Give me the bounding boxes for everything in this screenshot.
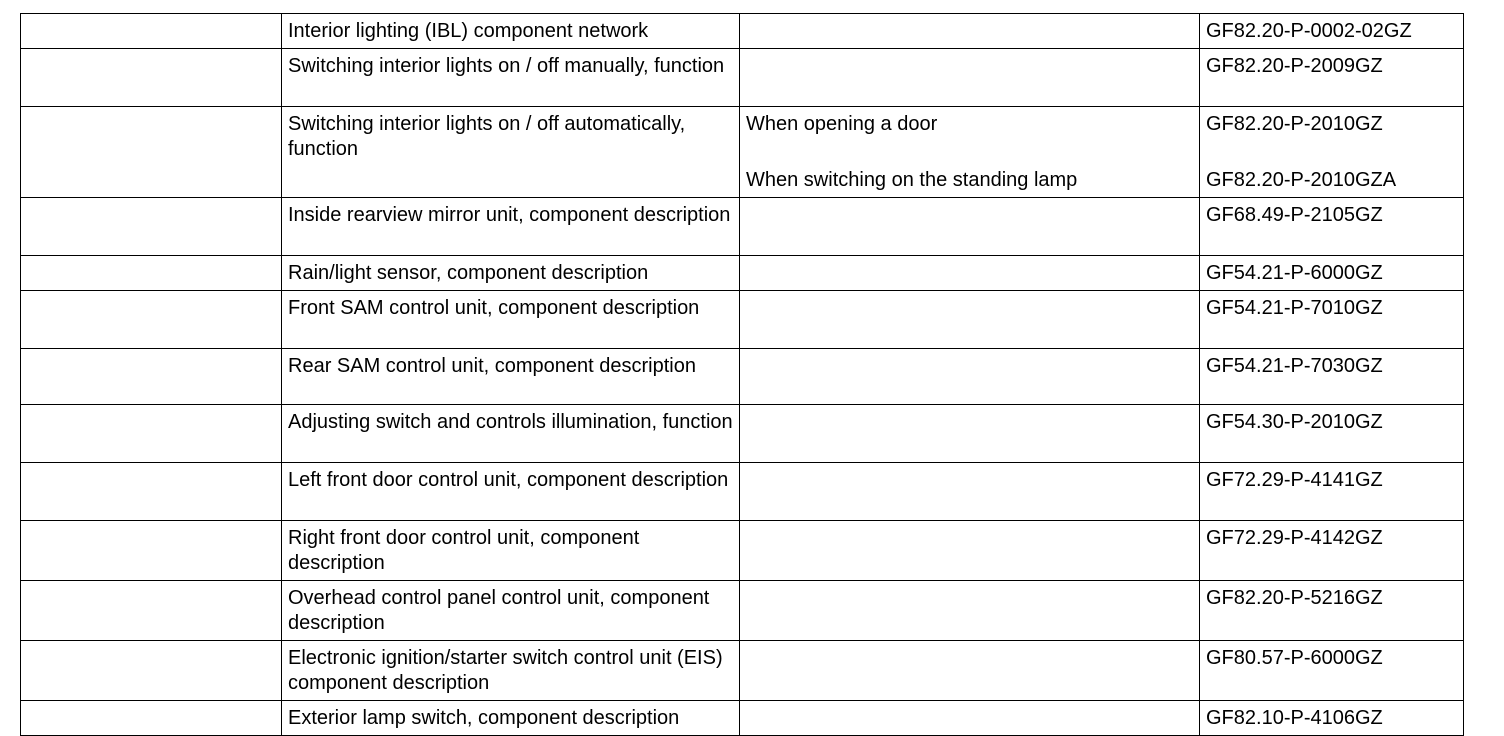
condition-cell (740, 107, 1200, 198)
doc-number-cell: GF54.21-P-7010GZ (1200, 291, 1464, 349)
blank-cell (21, 49, 282, 107)
condition-cell (740, 291, 1200, 349)
table-row (21, 641, 1464, 701)
condition-cell (740, 349, 1200, 405)
condition-text: When switching on the standing lamp (746, 169, 1078, 191)
condition-cell (740, 256, 1200, 291)
doc-number-cell: GF54.21-P-6000GZ (1200, 256, 1464, 291)
blank-cell (21, 701, 282, 736)
condition-cell (740, 463, 1200, 521)
condition-cell (740, 521, 1200, 581)
description-cell: Adjusting switch and controls illumination, function (282, 405, 740, 463)
blank-cell (21, 14, 282, 49)
doc-number-cell: GF54.30-P-2010GZ (1200, 405, 1464, 463)
table-row (21, 291, 1464, 349)
doc-number-cell: GF80.57-P-6000GZ (1200, 641, 1464, 701)
table-row (21, 405, 1464, 463)
condition-cell (740, 198, 1200, 256)
description-cell: Switching interior lights on / off automatically, function (282, 107, 740, 198)
blank-cell (21, 641, 282, 701)
condition-cell (740, 701, 1200, 736)
doc-number-cell: GF82.20-P-5216GZ (1200, 581, 1464, 641)
description-cell: Inside rearview mirror unit, component description (282, 198, 740, 256)
table-row (21, 107, 1464, 198)
description-cell: Right front door control unit, component description (282, 521, 740, 581)
table-row (21, 521, 1464, 581)
description-cell: Switching interior lights on / off manually, function (282, 49, 740, 107)
blank-cell (21, 463, 282, 521)
document-reference-table (20, 13, 1464, 736)
doc-number-cell: GF82.10-P-4106GZ (1200, 701, 1464, 736)
blank-cell (21, 581, 282, 641)
description-cell: Interior lighting (IBL) component network (282, 14, 740, 49)
condition-cell (740, 49, 1200, 107)
table-row (21, 14, 1464, 49)
table-row (21, 49, 1464, 107)
table-row (21, 349, 1464, 405)
doc-number-cell: GF72.29-P-4142GZ (1200, 521, 1464, 581)
condition-text: When opening a door (746, 113, 938, 135)
blank-cell (21, 256, 282, 291)
blank-cell (21, 107, 282, 198)
table-row (21, 581, 1464, 641)
doc-number-cell: GF82.20-P-2009GZ (1200, 49, 1464, 107)
description-cell: Overhead control panel control unit, component description (282, 581, 740, 641)
table-row (21, 463, 1464, 521)
blank-cell (21, 405, 282, 463)
blank-cell (21, 349, 282, 405)
description-cell: Rear SAM control unit, component description (282, 349, 740, 405)
description-cell: Front SAM control unit, component description (282, 291, 740, 349)
doc-number-cell: GF72.29-P-4141GZ (1200, 463, 1464, 521)
table-row (21, 701, 1464, 736)
table-row (21, 198, 1464, 256)
description-cell: Exterior lamp switch, component description (282, 701, 740, 736)
doc-number-cell: GF82.20-P-0002-02GZ (1200, 14, 1464, 49)
blank-cell (21, 521, 282, 581)
doc-number-cell: GF68.49-P-2105GZ (1200, 198, 1464, 256)
table-row (21, 256, 1464, 291)
doc-number-text: GF82.20-P-2010GZ (1206, 113, 1383, 135)
description-cell: Electronic ignition/starter switch control unit (EIS) component description (282, 641, 740, 701)
doc-number-cell (1200, 107, 1464, 198)
condition-cell (740, 14, 1200, 49)
doc-number-cell: GF54.21-P-7030GZ (1200, 349, 1464, 405)
condition-cell (740, 405, 1200, 463)
blank-cell (21, 291, 282, 349)
description-cell: Rain/light sensor, component description (282, 256, 740, 291)
blank-cell (21, 198, 282, 256)
doc-number-text: GF82.20-P-2010GZA (1206, 169, 1397, 191)
condition-cell (740, 581, 1200, 641)
condition-cell (740, 641, 1200, 701)
description-cell: Left front door control unit, component description (282, 463, 740, 521)
